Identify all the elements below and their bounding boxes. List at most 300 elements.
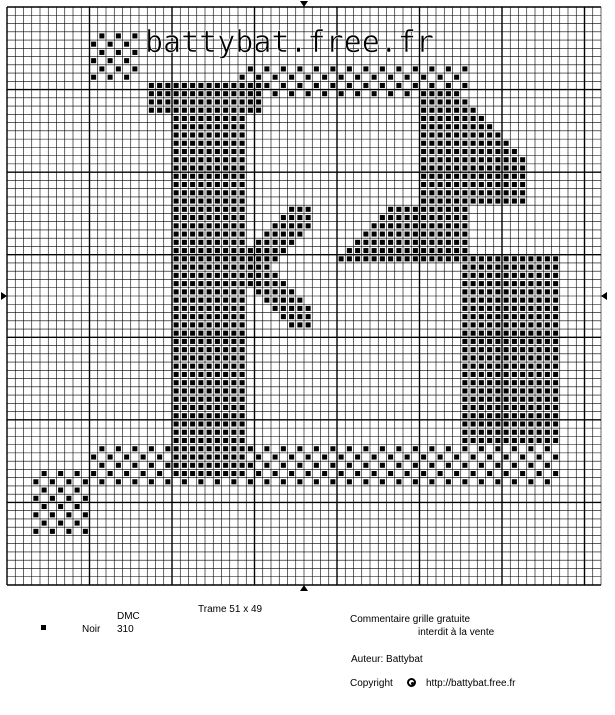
- stitch: [223, 380, 228, 385]
- stitch: [264, 66, 269, 71]
- stitch: [363, 240, 368, 245]
- stitch: [264, 479, 269, 484]
- stitch: [198, 91, 203, 96]
- stitch: [512, 199, 517, 204]
- stitch: [248, 99, 253, 104]
- stitch: [553, 421, 558, 426]
- stitch: [520, 289, 525, 294]
- stitch: [281, 479, 286, 484]
- stitch: [462, 281, 467, 286]
- stitch: [520, 471, 525, 476]
- stitch: [454, 232, 459, 237]
- stitch: [512, 397, 517, 402]
- stitch: [182, 83, 187, 88]
- stitch: [248, 83, 253, 88]
- stitch: [462, 83, 467, 88]
- stitch: [380, 66, 385, 71]
- stitch: [174, 207, 179, 212]
- stitch: [537, 430, 542, 435]
- stitch: [198, 454, 203, 459]
- stitch: [388, 248, 393, 253]
- stitch: [240, 454, 245, 459]
- stitch: [240, 174, 245, 179]
- stitch: [471, 199, 476, 204]
- stitch: [198, 256, 203, 261]
- stitch: [438, 471, 443, 476]
- stitch: [446, 182, 451, 187]
- stitch: [215, 157, 220, 162]
- stitch: [553, 256, 558, 261]
- stitch: [446, 108, 451, 113]
- stitch: [512, 463, 517, 468]
- stitch: [438, 248, 443, 253]
- stitch: [116, 33, 121, 38]
- stitch: [429, 83, 434, 88]
- stitch: [495, 364, 500, 369]
- stitch: [479, 463, 484, 468]
- stitch: [347, 256, 352, 261]
- stitch: [198, 83, 203, 88]
- stitch: [174, 215, 179, 220]
- stitch: [256, 75, 261, 80]
- stitch: [512, 372, 517, 377]
- stitch: [198, 339, 203, 344]
- stitch: [198, 281, 203, 286]
- stitch: [306, 322, 311, 327]
- stitch: [322, 454, 327, 459]
- stitch: [438, 116, 443, 121]
- stitch: [289, 289, 294, 294]
- stitch: [281, 281, 286, 286]
- stitch: [553, 347, 558, 352]
- comment-line-2: interdit à la vente: [418, 627, 495, 638]
- stitch: [479, 421, 484, 426]
- stitch: [124, 75, 129, 80]
- stitch: [182, 438, 187, 443]
- stitch: [231, 83, 236, 88]
- stitch: [363, 479, 368, 484]
- stitch: [520, 298, 525, 303]
- stitch: [174, 149, 179, 154]
- stitch: [215, 438, 220, 443]
- stitch: [355, 256, 360, 261]
- stitch: [528, 298, 533, 303]
- stitch: [421, 215, 426, 220]
- stitch: [438, 149, 443, 154]
- stitch: [42, 488, 47, 493]
- stitch: [512, 289, 517, 294]
- stitch: [231, 165, 236, 170]
- stitch: [198, 207, 203, 212]
- stitch: [438, 199, 443, 204]
- stitch: [479, 174, 484, 179]
- stitch: [223, 372, 228, 377]
- stitch: [363, 248, 368, 253]
- stitch: [528, 430, 533, 435]
- stitch: [429, 182, 434, 187]
- stitch: [240, 322, 245, 327]
- stitch: [528, 322, 533, 327]
- stitch: [396, 479, 401, 484]
- stitch: [182, 108, 187, 113]
- stitch: [421, 165, 426, 170]
- stitch: [471, 388, 476, 393]
- stitch: [256, 454, 261, 459]
- stitch: [545, 438, 550, 443]
- stitch: [528, 463, 533, 468]
- stitch: [215, 207, 220, 212]
- stitch: [479, 479, 484, 484]
- legend-color-swatch: [41, 625, 46, 630]
- stitch: [487, 149, 492, 154]
- stitch: [512, 413, 517, 418]
- stitch: [454, 199, 459, 204]
- stitch: [429, 256, 434, 261]
- stitch: [182, 232, 187, 237]
- stitch: [495, 380, 500, 385]
- stitch: [240, 273, 245, 278]
- stitch: [190, 215, 195, 220]
- stitch: [190, 141, 195, 146]
- stitch: [421, 99, 426, 104]
- stitch: [545, 430, 550, 435]
- stitch: [528, 388, 533, 393]
- stitch: [487, 124, 492, 129]
- stitch: [174, 182, 179, 187]
- stitch: [471, 174, 476, 179]
- stitch: [215, 256, 220, 261]
- stitch: [446, 165, 451, 170]
- stitch: [528, 413, 533, 418]
- stitch: [256, 108, 261, 113]
- stitch: [190, 232, 195, 237]
- stitch: [454, 215, 459, 220]
- stitch: [182, 364, 187, 369]
- stitch: [297, 479, 302, 484]
- stitch: [495, 132, 500, 137]
- stitch: [553, 281, 558, 286]
- stitch: [421, 182, 426, 187]
- stitch: [495, 165, 500, 170]
- stitch: [495, 141, 500, 146]
- stitch: [454, 207, 459, 212]
- stitch: [438, 240, 443, 245]
- stitch: [504, 413, 509, 418]
- stitch: [231, 240, 236, 245]
- stitch: [553, 273, 558, 278]
- stitch: [462, 265, 467, 270]
- stitch: [149, 463, 154, 468]
- stitch: [355, 471, 360, 476]
- stitch: [504, 339, 509, 344]
- stitch: [198, 397, 203, 402]
- stitch: [182, 339, 187, 344]
- stitch: [198, 364, 203, 369]
- stitch: [182, 397, 187, 402]
- stitch: [520, 430, 525, 435]
- stitch: [83, 496, 88, 501]
- stitch: [413, 223, 418, 228]
- stitch: [528, 446, 533, 451]
- stitch: [182, 141, 187, 146]
- stitch: [223, 240, 228, 245]
- stitch: [297, 314, 302, 319]
- stitch: [388, 454, 393, 459]
- stitch: [198, 380, 203, 385]
- stitch: [537, 256, 542, 261]
- stitch: [248, 463, 253, 468]
- stitch: [545, 331, 550, 336]
- stitch: [479, 190, 484, 195]
- stitch: [231, 273, 236, 278]
- stitch: [504, 190, 509, 195]
- stitch: [454, 471, 459, 476]
- stitch: [215, 479, 220, 484]
- stitch: [273, 454, 278, 459]
- stitch: [479, 116, 484, 121]
- stitch: [462, 298, 467, 303]
- stitch: [520, 347, 525, 352]
- stitch: [231, 471, 236, 476]
- stitch: [240, 347, 245, 352]
- stitch: [132, 463, 137, 468]
- stitch: [520, 413, 525, 418]
- stitch: [487, 256, 492, 261]
- stitch: [207, 339, 212, 344]
- stitch: [240, 281, 245, 286]
- stitch: [429, 141, 434, 146]
- stitch: [454, 149, 459, 154]
- stitch: [512, 331, 517, 336]
- center-marker-top-icon: [300, 1, 308, 7]
- stitch: [198, 331, 203, 336]
- stitch: [421, 454, 426, 459]
- stitch: [429, 463, 434, 468]
- legend-color-name: Noir: [82, 624, 101, 635]
- stitch: [207, 182, 212, 187]
- stitch: [454, 91, 459, 96]
- stitch: [471, 438, 476, 443]
- stitch: [471, 265, 476, 270]
- stitch: [207, 215, 212, 220]
- stitch: [413, 83, 418, 88]
- stitch: [231, 182, 236, 187]
- stitch: [190, 388, 195, 393]
- stitch: [429, 207, 434, 212]
- stitch: [553, 471, 558, 476]
- stitch: [190, 83, 195, 88]
- stitch: [413, 240, 418, 245]
- stitch: [182, 132, 187, 137]
- stitch: [487, 281, 492, 286]
- stitch: [174, 190, 179, 195]
- stitch: [454, 141, 459, 146]
- stitch: [495, 463, 500, 468]
- stitch: [182, 91, 187, 96]
- stitch: [240, 149, 245, 154]
- stitch: [487, 157, 492, 162]
- stitch: [223, 446, 228, 451]
- stitch: [289, 314, 294, 319]
- stitch: [198, 463, 203, 468]
- stitch: [512, 430, 517, 435]
- stitch: [215, 199, 220, 204]
- stitch: [190, 199, 195, 204]
- stitch: [207, 397, 212, 402]
- stitch: [174, 446, 179, 451]
- stitch: [273, 248, 278, 253]
- stitch: [240, 91, 245, 96]
- stitch: [91, 75, 96, 80]
- stitch: [182, 314, 187, 319]
- stitch: [215, 347, 220, 352]
- stitch: [240, 438, 245, 443]
- stitch: [487, 199, 492, 204]
- stitch: [190, 405, 195, 410]
- stitch: [306, 306, 311, 311]
- stitch: [487, 331, 492, 336]
- stitch: [174, 141, 179, 146]
- stitch: [429, 108, 434, 113]
- stitch: [495, 388, 500, 393]
- stitch: [462, 430, 467, 435]
- stitch: [487, 190, 492, 195]
- stitch: [223, 430, 228, 435]
- stitch: [421, 157, 426, 162]
- stitch: [438, 75, 443, 80]
- stitch: [289, 215, 294, 220]
- stitch: [504, 289, 509, 294]
- stitch: [462, 322, 467, 327]
- stitch: [479, 273, 484, 278]
- stitch: [512, 380, 517, 385]
- stitch: [231, 281, 236, 286]
- stitch: [240, 108, 245, 113]
- stitch: [512, 339, 517, 344]
- stitch: [372, 256, 377, 261]
- stitch: [281, 66, 286, 71]
- stitch: [487, 182, 492, 187]
- stitch: [512, 364, 517, 369]
- stitch: [504, 314, 509, 319]
- stitch: [248, 265, 253, 270]
- stitch: [512, 149, 517, 154]
- stitch: [421, 207, 426, 212]
- stitch: [248, 66, 253, 71]
- stitch: [223, 174, 228, 179]
- stitch: [223, 223, 228, 228]
- stitch: [487, 397, 492, 402]
- stitch: [553, 413, 558, 418]
- stitch: [248, 446, 253, 451]
- stitch: [66, 496, 71, 501]
- stitch: [198, 240, 203, 245]
- stitch: [537, 471, 542, 476]
- stitch: [190, 165, 195, 170]
- stitch: [198, 108, 203, 113]
- stitch: [141, 454, 146, 459]
- stitch: [462, 347, 467, 352]
- stitch: [545, 281, 550, 286]
- stitch: [231, 463, 236, 468]
- stitch: [207, 372, 212, 377]
- stitch: [207, 289, 212, 294]
- stitch: [314, 66, 319, 71]
- stitch: [462, 314, 467, 319]
- stitch: [471, 372, 476, 377]
- stitch: [207, 165, 212, 170]
- stitch: [413, 479, 418, 484]
- stitch: [487, 364, 492, 369]
- stitch: [512, 355, 517, 360]
- stitch: [380, 240, 385, 245]
- stitch: [537, 413, 542, 418]
- stitch: [198, 265, 203, 270]
- stitch: [429, 446, 434, 451]
- stitch: [58, 488, 63, 493]
- stitch: [66, 529, 71, 534]
- stitch: [487, 355, 492, 360]
- stitch: [240, 124, 245, 129]
- stitch: [215, 132, 220, 137]
- stitch: [553, 331, 558, 336]
- stitch: [91, 42, 96, 47]
- stitch: [223, 306, 228, 311]
- stitch: [207, 141, 212, 146]
- stitch: [174, 116, 179, 121]
- stitch: [495, 289, 500, 294]
- stitch: [182, 182, 187, 187]
- stitch: [537, 364, 542, 369]
- stitch: [215, 281, 220, 286]
- stitch: [297, 232, 302, 237]
- stitch: [520, 372, 525, 377]
- stitch: [438, 215, 443, 220]
- stitch: [297, 463, 302, 468]
- stitch: [190, 256, 195, 261]
- stitch: [537, 339, 542, 344]
- stitch: [471, 182, 476, 187]
- stitch: [396, 446, 401, 451]
- stitch: [421, 116, 426, 121]
- stitch: [471, 405, 476, 410]
- stitch: [471, 298, 476, 303]
- stitch: [462, 331, 467, 336]
- stitch: [182, 289, 187, 294]
- stitch: [231, 339, 236, 344]
- stitch: [240, 289, 245, 294]
- stitch: [504, 265, 509, 270]
- stitch: [421, 141, 426, 146]
- stitch: [413, 248, 418, 253]
- stitch: [207, 322, 212, 327]
- stitch: [438, 124, 443, 129]
- stitch: [281, 306, 286, 311]
- stitch: [215, 388, 220, 393]
- stitch: [223, 149, 228, 154]
- stitch: [223, 388, 228, 393]
- stitch: [198, 413, 203, 418]
- stitch: [231, 124, 236, 129]
- stitch: [545, 314, 550, 319]
- stitch: [207, 248, 212, 253]
- stitch: [429, 190, 434, 195]
- stitch: [190, 289, 195, 294]
- stitch: [132, 66, 137, 71]
- stitch: [479, 388, 484, 393]
- stitch: [223, 322, 228, 327]
- stitch: [231, 413, 236, 418]
